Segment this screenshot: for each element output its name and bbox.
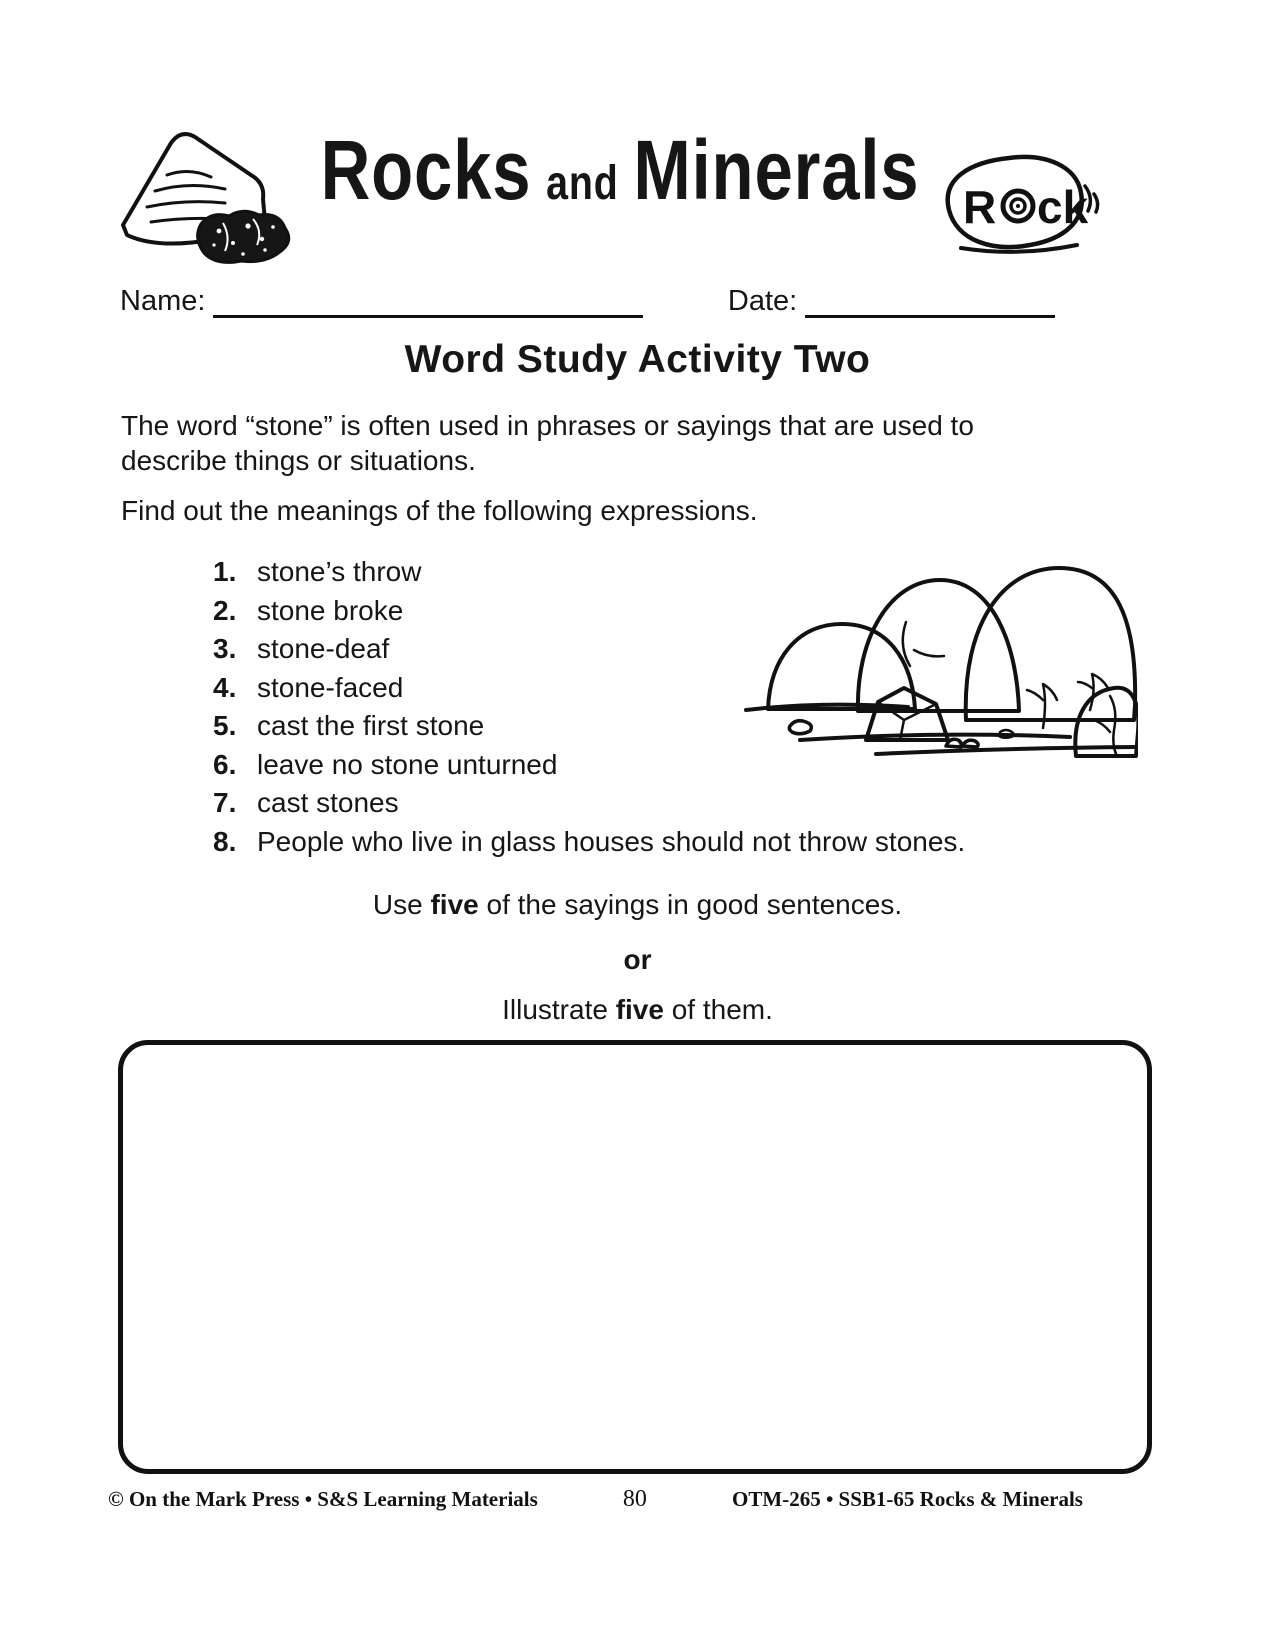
item-number: 1. bbox=[213, 556, 237, 587]
item-text: stone’s throw bbox=[257, 556, 422, 587]
name-label: Name: bbox=[120, 285, 206, 318]
instruction-line: Find out the meanings of the following expressions. bbox=[121, 495, 758, 526]
date-input-line[interactable] bbox=[805, 282, 1055, 318]
page-title bbox=[320, 123, 920, 248]
item-number: 5. bbox=[213, 710, 237, 741]
title-word-and: and bbox=[546, 157, 619, 210]
item-number: 3. bbox=[213, 633, 237, 664]
badge-bullseye-o bbox=[1003, 191, 1033, 221]
use-line-pre: Use bbox=[372, 889, 431, 920]
item-number: 2. bbox=[213, 594, 237, 626]
illustrate-line-bold: five bbox=[615, 994, 664, 1025]
date-label: Date: bbox=[727, 285, 798, 318]
footer-product-code: OTM-265 • SSB1-65 Rocks & Minerals bbox=[732, 1487, 1083, 1511]
use-line-bold: five bbox=[430, 889, 479, 920]
illustrate-sentence-line bbox=[0, 994, 1275, 1026]
item-number: 6. bbox=[213, 748, 237, 780]
intro-paragraph: The word “stone” is often used in phrases or sayings that are used to describe things or situations. bbox=[121, 410, 974, 476]
footer-publisher: © On the Mark Press • S&S Learning Materials bbox=[108, 1487, 538, 1511]
page-number: 80 bbox=[622, 1486, 647, 1512]
badge-text-r: R bbox=[963, 181, 997, 233]
item-text: People who live in glass houses should not throw stones. bbox=[257, 825, 966, 857]
item-number: 7. bbox=[213, 787, 237, 818]
name-date-row bbox=[120, 282, 1055, 318]
badge-text-ck: ck bbox=[1037, 181, 1089, 233]
item-text: stone-deaf bbox=[257, 633, 390, 664]
item-text: stone-faced bbox=[257, 671, 404, 703]
item-text: leave no stone unturned bbox=[257, 748, 558, 780]
title-word-minerals: Minerals bbox=[633, 123, 920, 217]
item-text: cast stones bbox=[257, 787, 399, 818]
or-separator: or bbox=[623, 944, 652, 975]
use-line-post: of the sayings in good sentences. bbox=[478, 889, 903, 920]
page-footer bbox=[108, 1486, 1083, 1513]
item-number: 4. bbox=[213, 671, 237, 703]
list-item bbox=[213, 787, 1073, 826]
boulders-illustration bbox=[738, 560, 1138, 758]
page-header bbox=[110, 118, 1110, 268]
rock-badge-icon bbox=[925, 148, 1100, 260]
item-text: cast the first stone bbox=[257, 710, 485, 741]
drawing-answer-box[interactable] bbox=[118, 1040, 1152, 1474]
item-number: 8. bbox=[213, 825, 237, 857]
name-input-line[interactable] bbox=[213, 282, 643, 318]
rocks-icon bbox=[115, 123, 300, 268]
activity-title: Word Study Activity Two bbox=[404, 338, 871, 381]
illustrate-line-post: of them. bbox=[663, 994, 773, 1025]
use-sentence-line bbox=[0, 889, 1275, 921]
list-item bbox=[213, 826, 1073, 865]
illustrate-line-pre: Illustrate bbox=[502, 994, 616, 1025]
item-text: stone broke bbox=[257, 594, 404, 626]
title-word-rocks: Rocks bbox=[320, 123, 532, 217]
